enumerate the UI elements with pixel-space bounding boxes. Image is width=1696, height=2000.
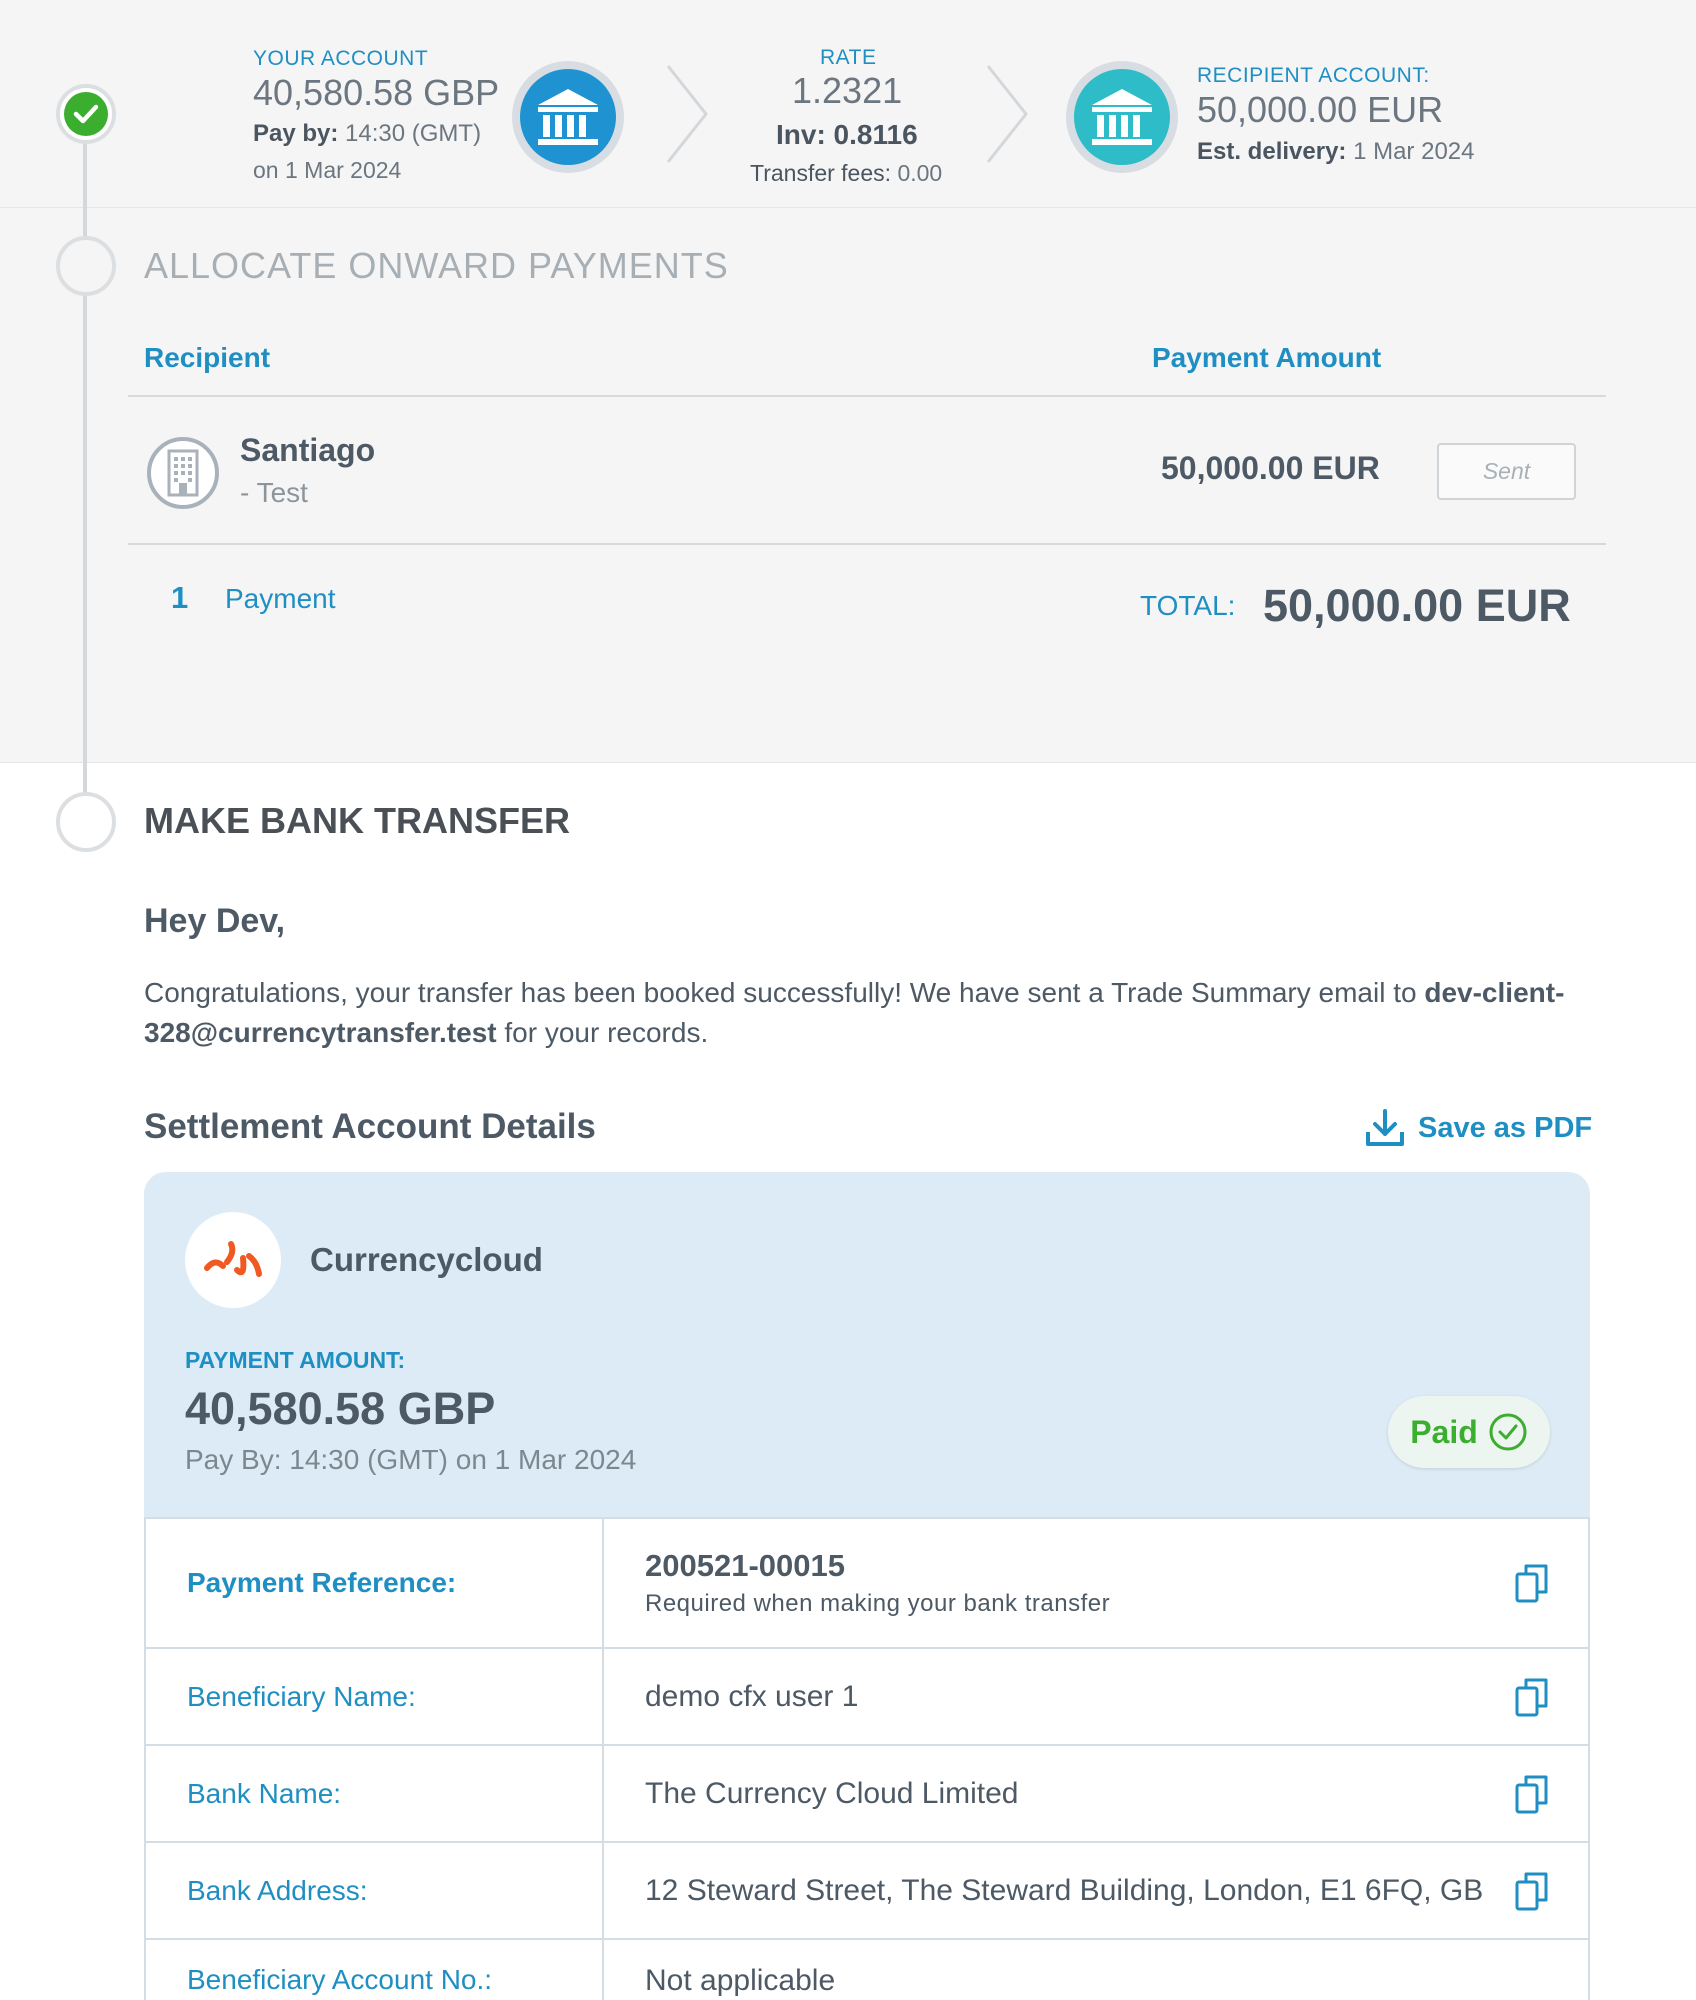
message-text: Congratulations, your transfer has been booked successfully! We have sent a Trade Summary email to	[144, 977, 1425, 1008]
divider	[128, 395, 1606, 397]
detail-label: Payment Reference:	[145, 1518, 603, 1648]
save-as-pdf-button[interactable]	[1364, 1108, 1592, 1148]
bank-icon	[512, 61, 624, 173]
detail-label: Bank Address:	[145, 1842, 603, 1939]
copy-icon[interactable]	[1514, 1562, 1550, 1604]
rate-label: RATE	[820, 46, 877, 69]
step-transfer-indicator	[56, 792, 116, 852]
total-value: 50,000.00 EUR	[1263, 580, 1571, 631]
pay-by-line	[253, 120, 481, 148]
email-address: dev-client-328@currencytransfer.test	[144, 977, 1565, 1048]
pay-by-label: Pay by:	[253, 120, 339, 147]
transfer-fees-value: 0.00	[897, 160, 943, 186]
bank-address-value: 12 Steward Street, The Steward Building, London, E1 6FQ, GB	[645, 1873, 1484, 1907]
recipient-payment-amount: 50,000.00 EUR	[1161, 450, 1380, 486]
sent-button[interactable]: Sent	[1437, 443, 1576, 500]
recipient-subtitle: - Test	[240, 477, 308, 508]
payment-amount-label: PAYMENT AMOUNT:	[185, 1347, 406, 1373]
detail-label: Beneficiary Name:	[145, 1648, 603, 1745]
beneficiary-name-value: demo cfx user 1	[645, 1679, 859, 1713]
step-complete-indicator	[56, 84, 116, 144]
detail-label: Bank Name:	[145, 1745, 603, 1842]
table-row	[145, 1939, 1589, 2000]
your-account-label: YOUR ACCOUNT	[253, 47, 429, 70]
divider	[0, 762, 1696, 763]
detail-value-cell	[603, 1745, 1589, 1842]
provider-name: Currencycloud	[310, 1241, 543, 1278]
detail-label: Beneficiary Account No.:	[145, 1939, 603, 2000]
detail-value-cell	[603, 1939, 1589, 2000]
confirmation-message	[144, 973, 1594, 1053]
delivery-date: 1 Mar 2024	[1353, 138, 1475, 165]
transfer-fees	[750, 160, 942, 187]
divider	[128, 543, 1606, 545]
amount-column-header: Payment Amount	[1152, 342, 1382, 373]
divider	[0, 207, 1696, 208]
message-text-end: for your records.	[496, 1017, 709, 1048]
table-row	[145, 1518, 1589, 1648]
table-row	[145, 1648, 1589, 1745]
payment-count-label: Payment	[225, 583, 336, 614]
settlement-details-table	[144, 1517, 1590, 2000]
table-row	[145, 1842, 1589, 1939]
chevron-right-icon	[662, 62, 712, 166]
payment-reference-value: 200521-00015	[645, 1548, 845, 1583]
account-number-value: Not applicable	[645, 1964, 836, 1997]
detail-value-cell	[603, 1842, 1589, 1939]
chevron-right-icon	[982, 62, 1032, 166]
bank-icon	[1066, 61, 1178, 173]
settlement-title: Settlement Account Details	[144, 1107, 596, 1146]
detail-value-cell	[603, 1518, 1589, 1648]
your-account-amount: 40,580.58 GBP	[253, 72, 500, 113]
copy-icon[interactable]	[1514, 1676, 1550, 1718]
paid-status-badge	[1388, 1396, 1550, 1468]
pay-by-date: on 1 Mar 2024	[253, 157, 402, 183]
greeting: Hey Dev,	[144, 902, 286, 940]
delivery-line	[1197, 138, 1474, 166]
payment-reference-note: Required when making your bank transfer	[645, 1590, 1111, 1617]
transfer-section-title: MAKE BANK TRANSFER	[144, 800, 570, 841]
payment-count: 1	[171, 580, 189, 615]
inverse-rate: Inv: 0.8116	[776, 119, 918, 150]
building-icon	[145, 435, 221, 516]
pay-by-deadline: Pay By: 14:30 (GMT) on 1 Mar 2024	[185, 1444, 637, 1475]
recipient-name[interactable]: Santiago	[240, 432, 376, 468]
check-icon	[64, 92, 108, 136]
recipient-account-label: RECIPIENT ACCOUNT:	[1197, 64, 1430, 87]
total-label: TOTAL:	[1140, 590, 1236, 621]
copy-icon[interactable]	[1514, 1773, 1550, 1815]
check-circle-icon	[1488, 1412, 1528, 1452]
recipient-column-header: Recipient	[144, 342, 271, 373]
recipient-account-amount: 50,000.00 EUR	[1197, 89, 1444, 130]
copy-icon[interactable]	[1514, 1870, 1550, 1912]
transfer-fees-label: Transfer fees:	[750, 160, 892, 186]
download-icon	[1364, 1108, 1406, 1148]
step-allocate-indicator	[56, 236, 116, 296]
allocate-section-title: ALLOCATE ONWARD PAYMENTS	[144, 245, 729, 286]
payment-amount: 40,580.58 GBP	[185, 1383, 496, 1434]
currencycloud-logo	[185, 1212, 281, 1308]
bank-name-value: The Currency Cloud Limited	[645, 1776, 1019, 1810]
save-as-pdf-label: Save as PDF	[1418, 1111, 1593, 1144]
paid-label: Paid	[1410, 1413, 1478, 1450]
detail-value-cell	[603, 1648, 1589, 1745]
pay-by-time: 14:30 (GMT)	[345, 120, 482, 147]
table-row	[145, 1745, 1589, 1842]
delivery-label: Est. delivery:	[1197, 138, 1347, 165]
rate-value: 1.2321	[792, 70, 903, 111]
